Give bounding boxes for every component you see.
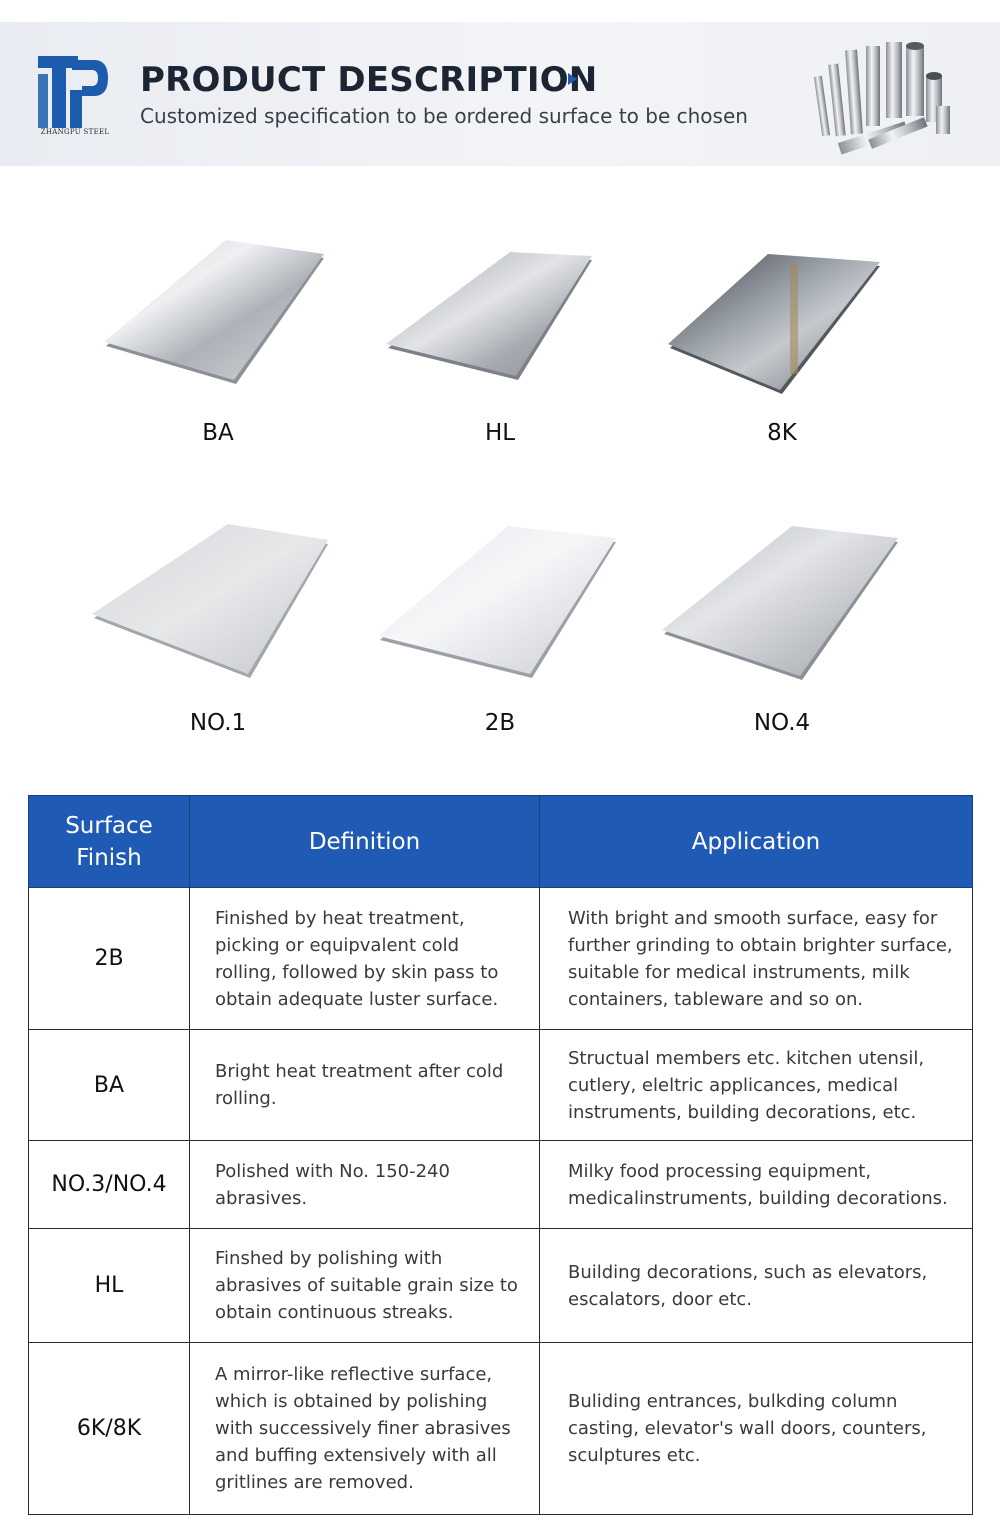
definition-cell: Finshed by polishing with abrasives of suitable grain size to obtain continuous streaks. [190, 1229, 540, 1343]
application-cell: Milky food processing equipment, medicalinstruments, building decorations. [540, 1141, 973, 1229]
sample-label: 2B [484, 710, 516, 736]
plate-8k-image [642, 228, 922, 408]
finish-cell: 6K/8K [29, 1343, 190, 1515]
plate-ba-image [78, 228, 358, 408]
application-cell: Structual members etc. kitchen utensil, cutlery, eleltric applicances, medical instruments, building decorations, etc. [540, 1030, 973, 1141]
plate-hl-image [360, 228, 640, 408]
finish-cell: NO.3/NO.4 [29, 1141, 190, 1229]
definition-cell: Finished by heat treatment, picking or equipvalent cold rolling, followed by skin pass to obtain adequate luster surface. [190, 888, 540, 1030]
sample-no4 [642, 516, 922, 756]
header-application: Application [540, 796, 973, 888]
table-row [29, 1229, 973, 1343]
sample-label: NO.4 [753, 710, 811, 736]
plate-no4-image [642, 516, 922, 696]
sample-ba [78, 228, 358, 468]
definition-cell: Polished with No. 150-240 abrasives. [190, 1141, 540, 1229]
table-row [29, 1141, 973, 1229]
header-definition: Definition [190, 796, 540, 888]
title-arrow-icon [568, 73, 577, 85]
sample-label: NO.1 [189, 710, 247, 736]
surface-finish-table [28, 795, 972, 1515]
plate-no1-image [78, 516, 358, 696]
zhangpu-logo [38, 56, 110, 136]
table-header-row [29, 796, 973, 888]
definition-cell: Bright heat treatment after cold rolling. [190, 1030, 540, 1141]
definition-cell: A mirror-like reflective surface, which is obtained by polishing with successively finer abrasives and buffing extensively with all gritlines are removed. [190, 1343, 540, 1515]
header-surface-finish: Surface Finish [29, 796, 190, 888]
logo-caption: ZHANGPU STEEL [40, 128, 110, 136]
sample-label: 8K [767, 420, 797, 446]
finish-cell: HL [29, 1229, 190, 1343]
page-subtitle: Customized specification to be ordered surface to be chosen [140, 104, 748, 128]
sample-label: HL [484, 420, 516, 446]
finish-cell: 2B [29, 888, 190, 1030]
sample-2b [360, 516, 640, 756]
finish-cell: BA [29, 1030, 190, 1141]
table-row [29, 1030, 973, 1141]
application-cell: With bright and smooth surface, easy for further grinding to obtain brighter surface, suitable for medical instruments, milk containers, tableware and so on. [540, 888, 973, 1030]
sample-label: BA [202, 420, 234, 446]
sample-8k [642, 228, 922, 468]
sample-no1 [78, 516, 358, 756]
header-banner [0, 22, 1000, 166]
application-cell: Building decorations, such as elevators, escalators, door etc. [540, 1229, 973, 1343]
plate-2b-image [360, 516, 640, 696]
table-row [29, 888, 973, 1030]
steel-pipes-icon [808, 36, 958, 156]
table-row [29, 1343, 973, 1515]
page-title: PRODUCT DESCRIPTION [140, 60, 598, 100]
sample-hl [360, 228, 640, 468]
application-cell: Buliding entrances, bulkding column casting, elevator's wall doors, counters, sculptures etc. [540, 1343, 973, 1515]
